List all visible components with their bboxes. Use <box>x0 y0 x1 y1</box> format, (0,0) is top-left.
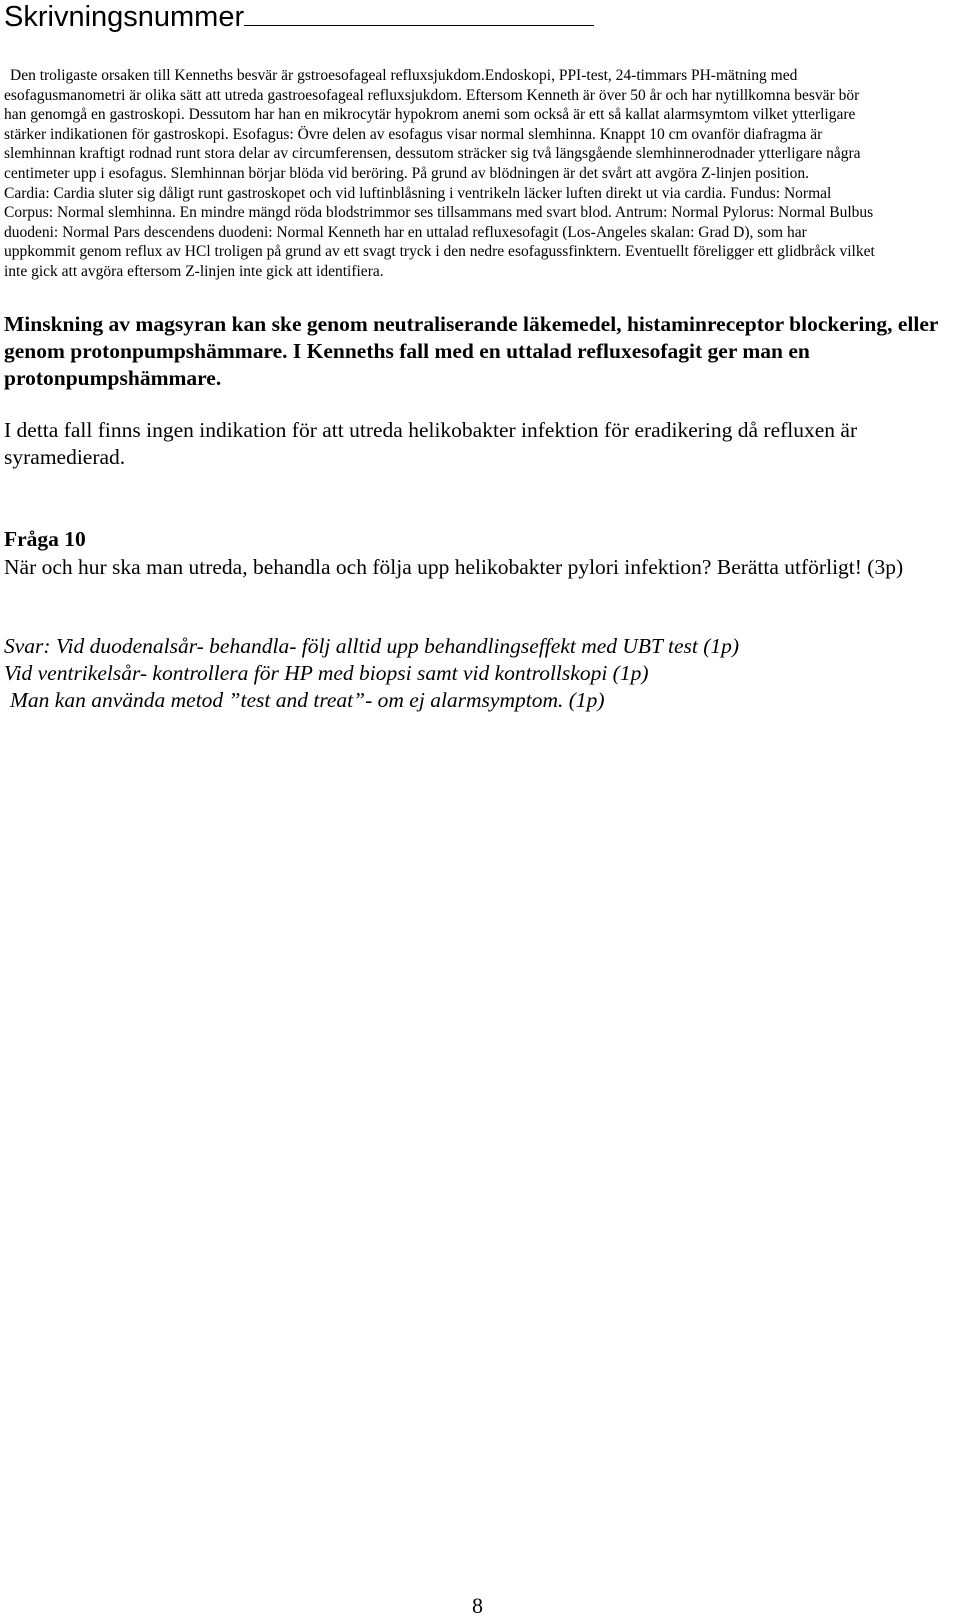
intro-line: esofagusmanometri är olika sätt att utreda gastroesofageal refluxsjukdom. Eftersom Kenneth är över 50 år och har nytillkomna besvär bör <box>4 86 860 104</box>
question-text: När och hur ska man utreda, behandla och följa upp helikobakter pylori infektion? Berätta utförligt! (3p) <box>4 555 904 579</box>
case-discussion-paragraph <box>4 66 950 282</box>
intro-line: centimeter upp i esofagus. Slemhinnan börjar blöda vid beröring. På grund av blödningen är det svårt att avgöra Z-linjen position. <box>4 164 809 182</box>
intro-line: Cardia: Cardia sluter sig dåligt runt gastroskopet och vid luftinblåsning i ventrikeln läcker luften direkt ut via cardia. Fundus: Normal <box>4 184 832 202</box>
intro-line: slemhinnan kraftigt rodnad runt stora delar av circumferensen, dessutom sträcker sig två längsgående slemhinnerodnader ytterligare några <box>4 145 861 163</box>
answer-block <box>4 633 954 714</box>
intro-line: uppkommit genom reflux av HCl troligen på grund av ett svagt tryck i den nedre esofagussfinktern. Eventuellt föreligger ett glidbråck vilket <box>4 243 875 261</box>
question-title: Fråga 10 <box>4 527 86 551</box>
treatment-paragraph: Minskning av magsyran kan ske genom neutraliserande läkemedel, histaminreceptor blockering, eller genom protonpumpshämmare. I Kenneths fall med en uttalad refluxesofagit ger man en protonpumpshämmare. <box>4 312 939 390</box>
page-header <box>4 0 594 34</box>
page-number: 8 <box>472 1593 483 1618</box>
skrivningsnummer-blank-line <box>244 24 594 26</box>
helicobacter-note-paragraph: I detta fall finns ingen indikation för att utreda helikobakter infektion för eradikering då refluxen är syramedierad. <box>4 418 858 469</box>
intro-line: han genomgå en gastroskopi. Dessutom har han en mikrocytär hypokrom anemi som också är ett så kallat alarmsymtom vilket ytterligare <box>4 106 856 124</box>
intro-line: inte gick att avgöra eftersom Z-linjen inte gick att identifiera. <box>4 262 384 280</box>
answer-line: Svar: Vid duodenalsår- behandla- följ alltid upp behandlingseffekt med UBT test (1p) <box>4 634 740 658</box>
skrivningsnummer-label: Skrivningsnummer <box>4 1 245 33</box>
answer-line: Vid ventrikelsår- kontrollera för HP med biopsi samt vid kontrollskopi (1p) <box>4 661 649 685</box>
answer-line: Man kan använda metod ”test and treat”- om ej alarmsymptom. (1p) <box>10 688 605 712</box>
intro-line: stärker indikationen för gastroskopi. Esofagus: Övre delen av esofagus visar normal slemhinna. Knappt 10 cm ovanför diafragma är <box>4 125 823 143</box>
intro-line: Den troligaste orsaken till Kenneths besvär är gstroesofageal refluxsjukdom.Endoskopi, PPI-test, 24-timmars PH-mätning med <box>10 67 798 84</box>
intro-line: duodeni: Normal Pars descendens duodeni: Normal Kenneth har en uttalad refluxesofagit (Los-Angeles skalan: Grad D), som har <box>4 223 807 241</box>
intro-line: Corpus: Normal slemhinna. En mindre mängd röda blodstrimmor ses tillsammans med svart blod. Antrum: Normal Pylorus: Normal Bulbus <box>4 204 874 222</box>
